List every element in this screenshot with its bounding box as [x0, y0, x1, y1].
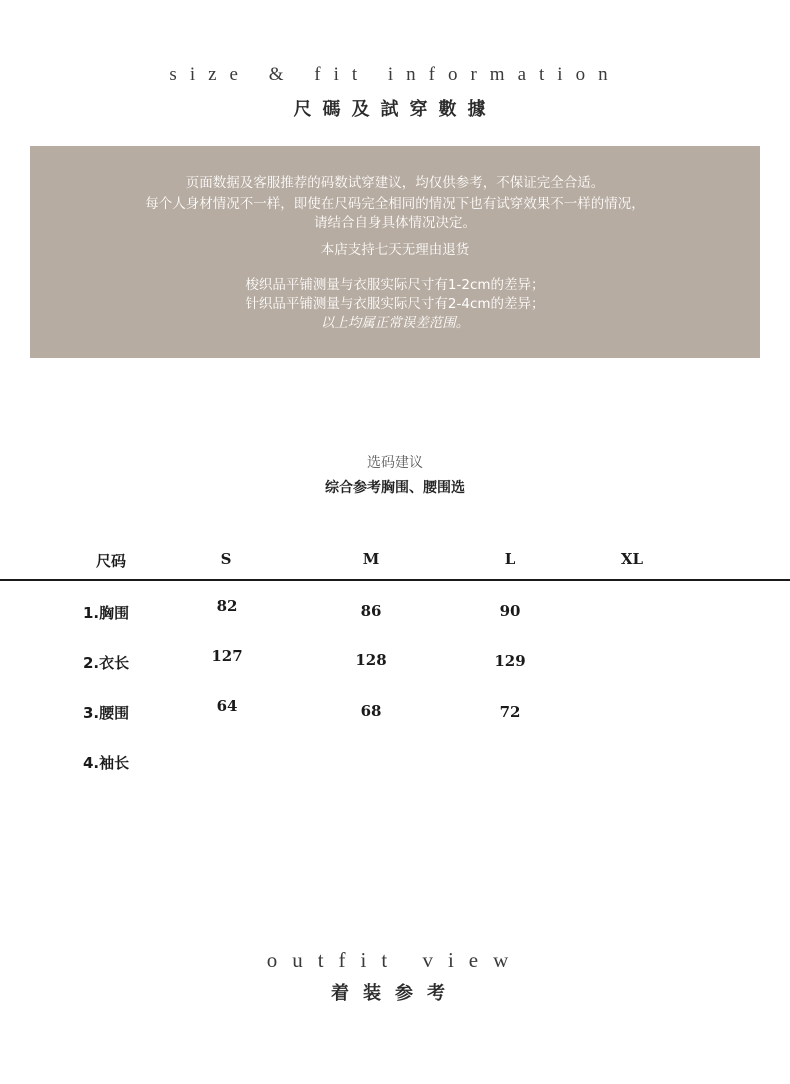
table-cell: 72: [499, 703, 521, 721]
notice-line-3: 请结合自身具体情况决定。: [314, 215, 476, 231]
table-header-s: S: [220, 550, 232, 568]
table-cell: 82: [216, 597, 238, 615]
notice-line-4: 本店支持七天无理由退货: [320, 242, 470, 258]
size-fit-heading-en: size & fit information: [169, 64, 621, 85]
table-cell: 90: [499, 602, 521, 620]
table-cell: 64: [216, 697, 238, 715]
notice-line-1: 页面数据及客服推荐的码数试穿建议，均仅供参考，不保证完全合适。: [185, 175, 605, 191]
table-cell: 86: [360, 602, 382, 620]
size-fit-heading-cn: 尺碼及試穿數據: [293, 99, 497, 120]
table-row-label: 4.袖长: [83, 754, 130, 772]
recommendation-subtitle: 综合参考胸围、腰围选: [325, 480, 465, 496]
notice-line-5: 梭织品平铺测量与衣服实际尺寸有1-2cm的差异；: [245, 277, 545, 293]
table-row-label: 2.衣长: [83, 654, 130, 672]
recommendation-title: 选码建议: [367, 455, 423, 471]
table-row-label: 1.胸围: [83, 604, 130, 622]
table-cell: 127: [211, 647, 243, 665]
table-header-xl: XL: [620, 550, 644, 568]
table-row-label: 3.腰围: [83, 704, 130, 722]
table-header-size: 尺码: [95, 552, 127, 570]
notice-line-6: 针织品平铺测量与衣服实际尺寸有2-4cm的差异；: [245, 296, 545, 312]
table-cell: 68: [360, 702, 382, 720]
notice-box: [30, 146, 760, 358]
table-header-l: L: [504, 550, 516, 568]
table-cell: 128: [355, 651, 387, 669]
table-header-m: M: [362, 550, 380, 568]
notice-line-7: 以上均属正常误差范围。: [320, 315, 470, 331]
table-cell: 129: [494, 652, 526, 670]
outfit-view-heading-en: outfit view: [266, 948, 524, 972]
outfit-view-heading-cn: 着装参考: [331, 983, 459, 1004]
table-header-divider: [0, 579, 790, 581]
notice-line-2: 每个人身材情况不一样，即使在尺码完全相同的情况下也有试穿效果不一样的情况，: [145, 196, 645, 212]
